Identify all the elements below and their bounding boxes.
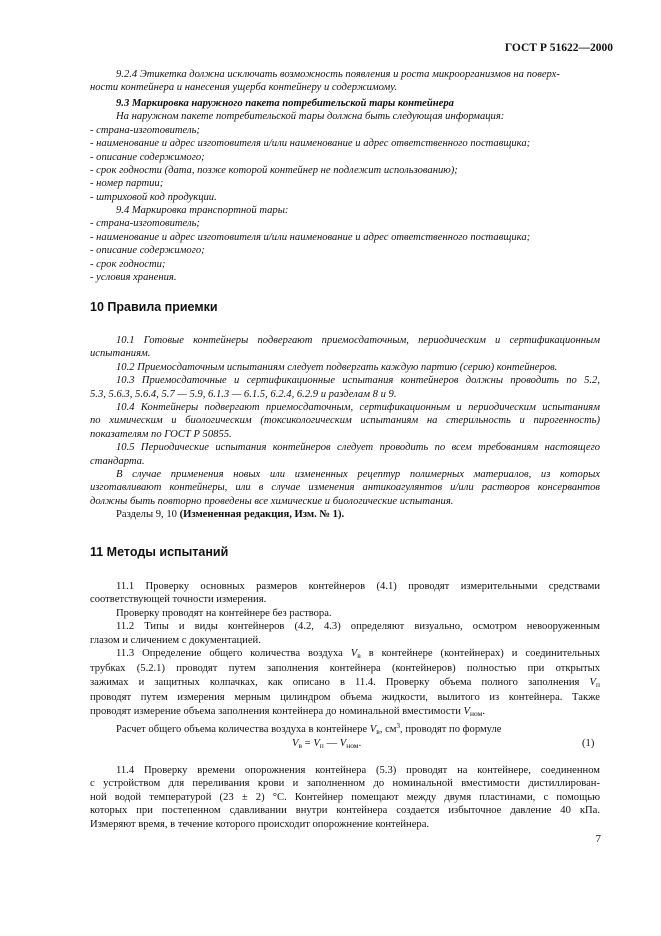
subscript: в [376,727,380,737]
text-line: показателям по ГОСТ Р 50855. [90,428,232,440]
text-line: На наружном пакете потребительской тары должна быть следующая информация: [116,111,505,123]
section-10-body [90,334,600,522]
text-fragment: , см [379,724,397,736]
section-9-2-4 [90,68,600,95]
subscript: п [595,679,600,689]
section-heading: 11 Методы испытаний [90,545,229,559]
text-line: ной водой температурой (23 ± 2) °С. Контейнер помещают между двумя пластинами, с помощью [90,791,600,803]
document-header: ГОСТ Р 51622—2000 [504,42,613,54]
section-title: 9.3 Маркировка наружного пакета потребительской тары контейнера [116,98,454,109]
text-line: с устройством для переливания крови и заполненном до номинальной вместимости дистиллирован- [90,778,600,790]
operator: — [323,738,340,749]
subscript: в [298,741,303,750]
section-9-4 [90,204,600,284]
text-line: изготавливают контейнеры, или в случае изменения антикоагулянтов и/или растворов консервантов [90,482,600,494]
text-line: Измеряют время, в течение которого происходит опорожнение контейнера. [90,818,430,830]
text-line: 11.2 Типы и виды контейнеров (4.2, 4.3) определяют визуально, осмотром невооруженным [116,621,600,633]
list-item: - наименование и адрес изготовителя и/или наименование и адрес ответственного поставщика; [90,231,531,243]
text-fragment: проводят измерение объема заполнения контейнера до номинальной вместимости [90,705,464,717]
list-item: - страна-изготовитель; [90,218,200,230]
text-fragment: . [482,705,486,717]
list-item: - наименование и адрес изготовителя и/или наименование и адрес ответственного поставщика; [90,138,531,150]
amendment-prefix: Разделы 9, 10 [116,509,180,521]
operator: = [302,738,314,749]
text-line [90,720,600,738]
list-item: - срок годности; [90,258,166,270]
text-line: стандарта. [90,455,145,467]
symbol: V [463,705,471,717]
text-line: 10.4 Контейнеры подвергают приемосдаточным, сертификационным и периодическим испытаниям [116,402,600,414]
text-fragment: 11.3 Определение общего количества воздуха [116,648,351,660]
section-heading: 10 Правила приемки [90,300,218,314]
text-line: по химическим и биологическим (токсикологическим испытаниям на стерильность и пирогенность) [90,415,600,427]
section-11-4 [90,764,600,831]
subscript: в [357,651,361,661]
text-line: 9.2.4 Этикетка должна исключать возможность появления и роста микроорганизмов на поверх- [116,69,560,80]
symbol: V [350,648,358,660]
subscript: п [319,741,324,750]
amendment-bold: (Измененная редакция, Изм. № 1). [179,509,345,521]
text-fragment: Расчет общего объема количества воздуха в контейнере [116,724,370,736]
text-line: глазом и сличением с документацией. [90,634,261,646]
symbol: V [369,724,377,736]
subscript: ном [346,741,359,750]
superscript: 3 [396,722,401,731]
section-9-3 [90,97,600,204]
list-item: - страна-изготовитель; [90,124,200,136]
list-item: - номер партии; [90,178,164,190]
text-line: которых при постепенном сдавливании внутри контейнера создается избыточное давление 40 кПа. [90,805,600,817]
text-line: 10.3 Приемосдаточные и сертификационные испытания контейнеров должны проводить по 5.2, [116,375,600,387]
text-line: трубках (5.2.1) проводят путем заполнения контейнера (контейнеров) полностью при открытых [90,663,600,675]
text-line: 5.3, 5.6.3, 5.6.4, 5.7 — 5.9, 6.1.3 — 6.1.5, 6.2.4, 6.2.9 и разделам 8 и 9. [90,388,397,400]
text-line: Проверку проводят на контейнере без раствора. [116,607,332,619]
text-line: проводят путем измерения мерным цилиндром объема жидкости, вылитого из контейнера. Также [90,692,600,704]
formula [292,738,361,750]
text-line: испытаниям. [90,348,151,360]
text-line: 10.2 Приемосдаточным испытаниям следует подвергать каждую партию (серию) контейнеров. [116,361,558,373]
text-line: 11.1 Проверку основных размеров контейнеров (4.1) проводят измерительными средствами [116,581,600,592]
list-item: - штриховой код продукции. [90,191,217,203]
list-item: - описание содержимого; [90,151,205,163]
symbol: V [339,738,347,749]
text-line: 11.4 Проверку времени опорожнения контейнера (5.3) проводят на контейнере, соединенном [116,765,600,776]
text-line: В случае применения новых или измененных рецептур полимерных материалов, из которых [116,469,600,481]
text-line: должны быть повторно проведены все химические и биологические испытания. [90,495,454,507]
text-line [90,676,600,691]
section-11-body [90,580,600,738]
subscript: ном [470,708,483,718]
amendment-note [90,508,600,521]
text-line: 10.5 Периодические испытания контейнеров следует проводить по всем требованиям настоящего [116,442,600,454]
symbol: V [313,738,320,749]
list-item: - условия хранения. [90,272,177,284]
symbol: V [589,676,596,688]
text-line: соответствующей точности измерения. [90,594,267,606]
text-fragment: в контейнере (контейнерах) и соединительных [360,648,601,660]
formula-number: (1) [582,738,595,749]
page-number: 7 [595,833,601,845]
list-item: - срок годности (дата, позже которой контейнер не подлежит использованию); [90,165,458,177]
text-fragment: , проводят по формуле [400,724,502,736]
operator: . [358,738,362,749]
symbol: V [292,738,299,749]
text-line [90,705,600,720]
list-item: - описание содержимого; [90,245,205,257]
text-line: ности контейнера и нанесения ущерба контейнеру и содержимому. [90,82,397,94]
section-title: 9.4 Маркировка транспортной тары: [116,205,289,216]
text-line: 10.1 Готовые контейнеры подвергают приемосдаточным, периодическим и сертификационным [116,335,600,346]
text-fragment: зажимах и защитных колпачках, как описано в 11.4. Проверку объема полного заполнения [90,676,590,688]
text-line [90,647,600,662]
